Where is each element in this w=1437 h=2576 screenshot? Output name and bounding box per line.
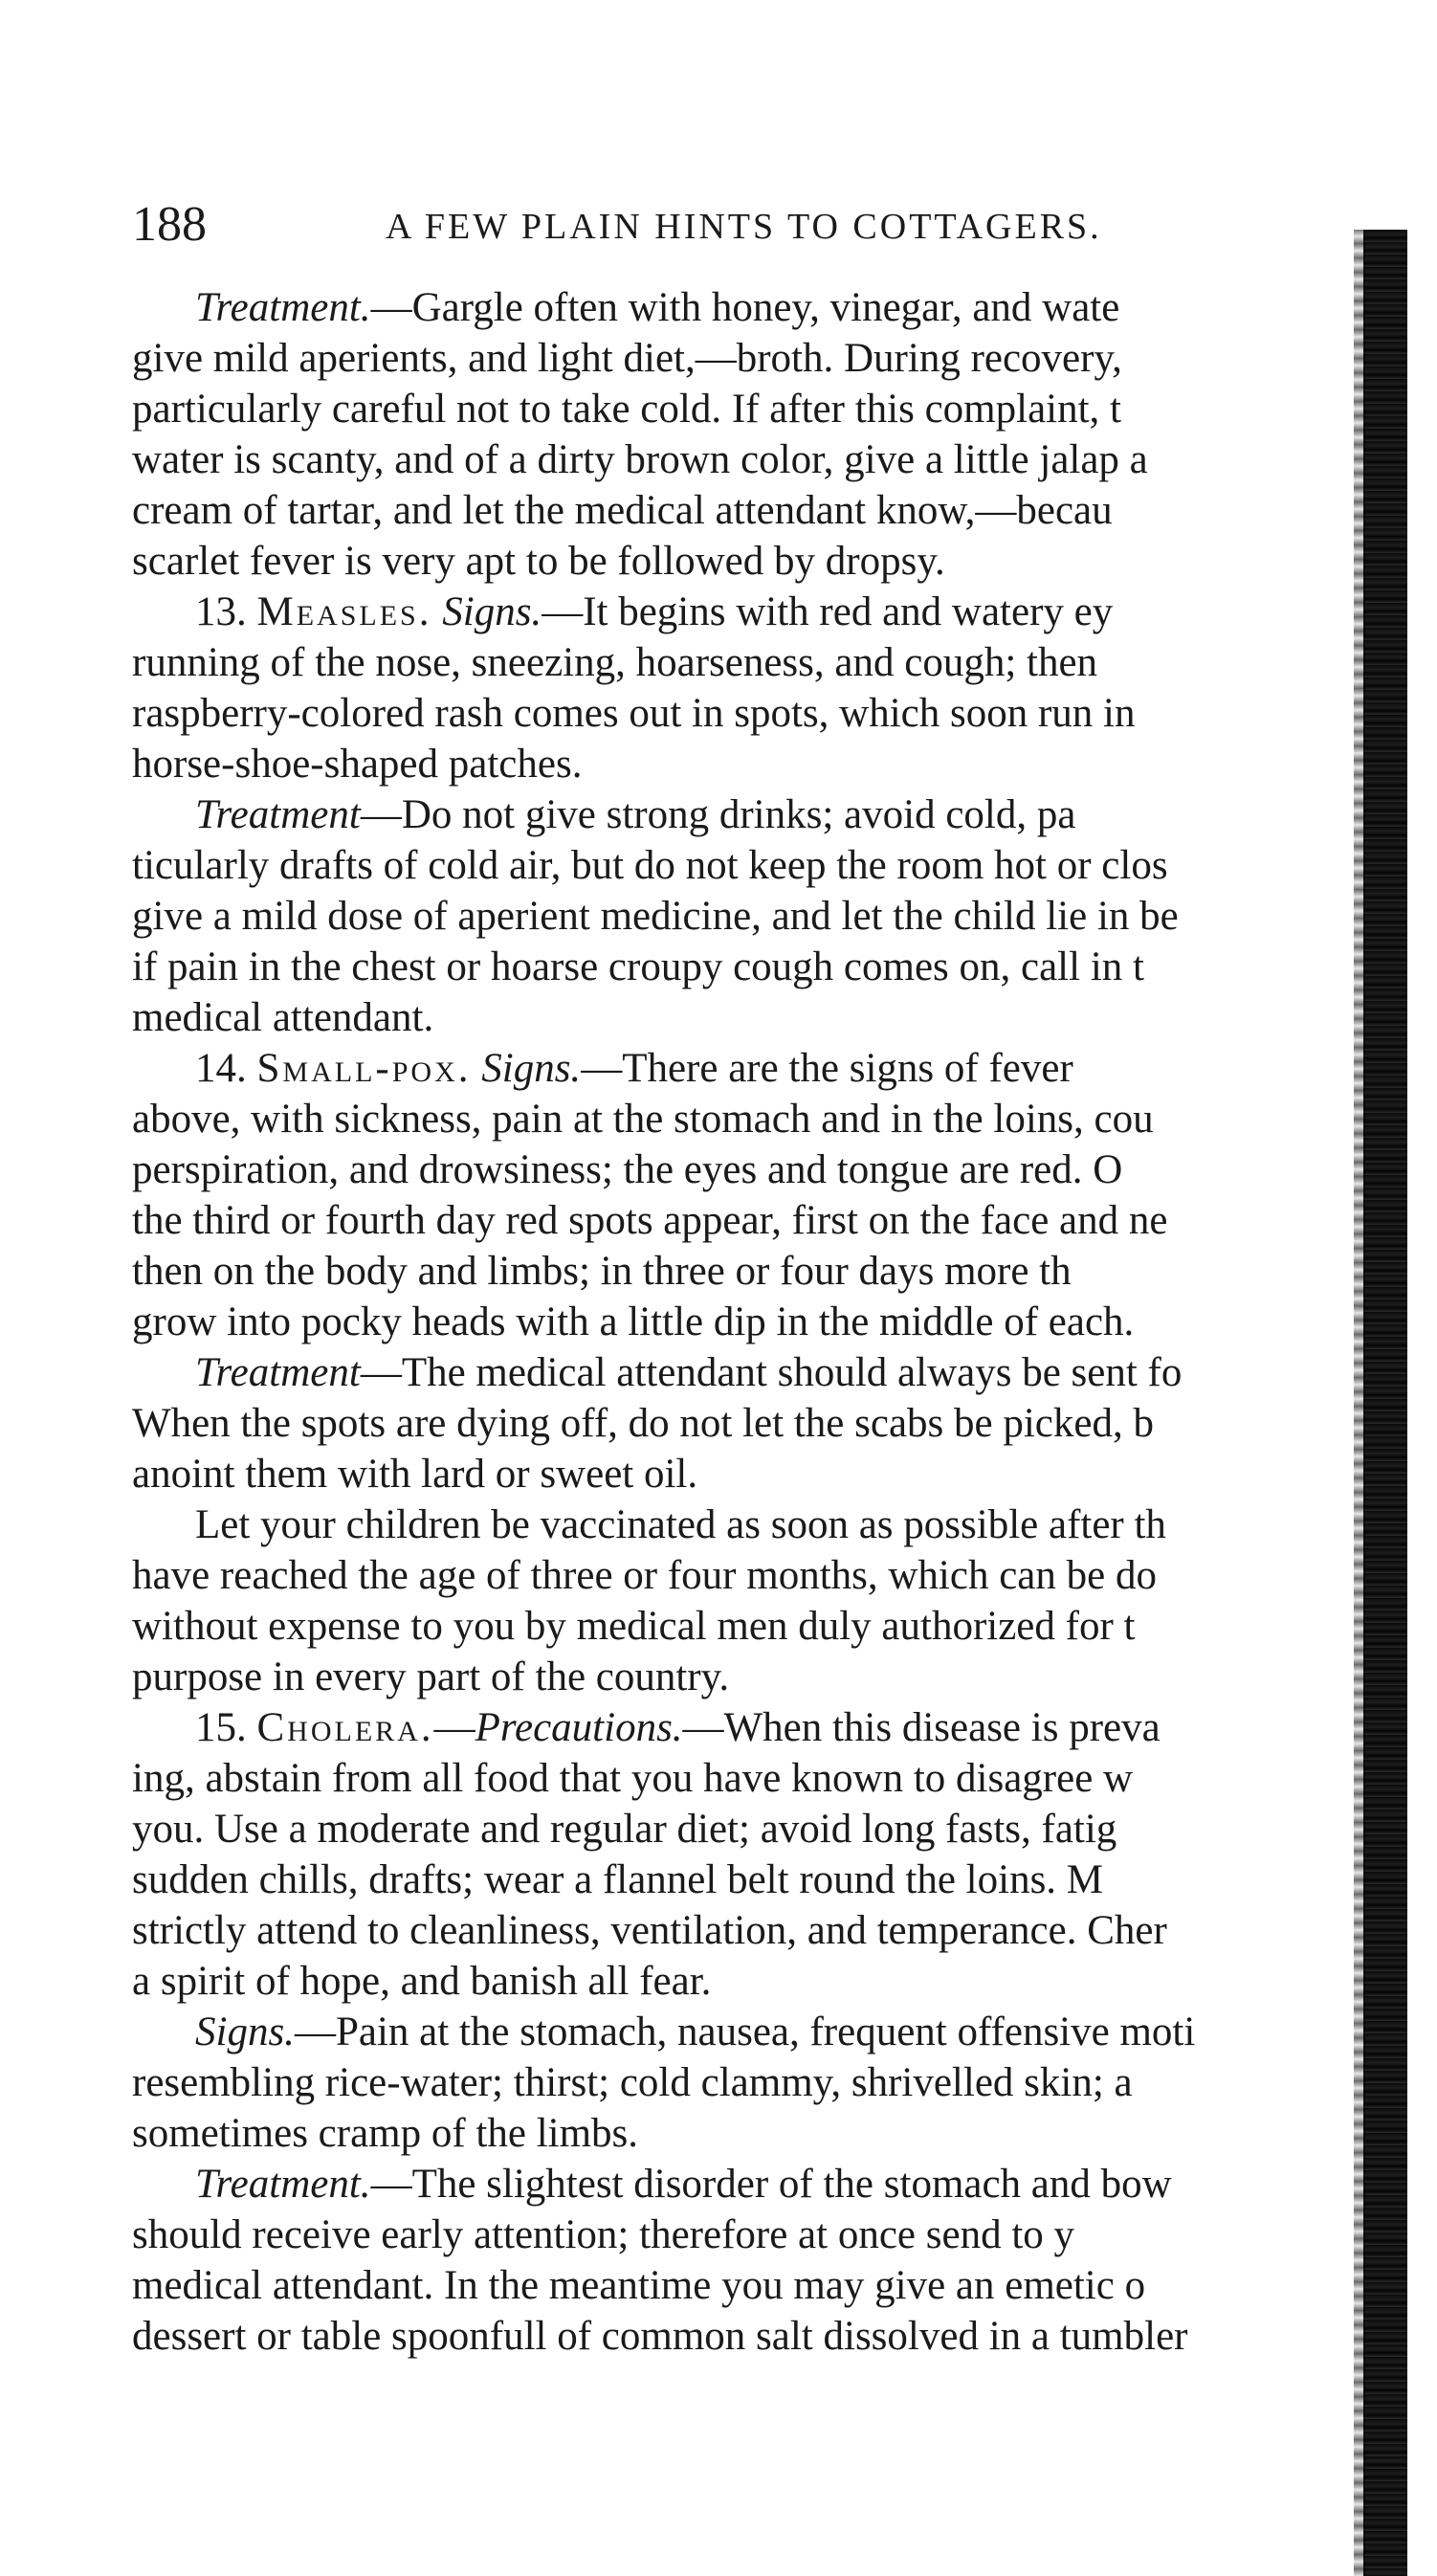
- text-line: [132, 536, 1385, 587]
- text-line: [132, 739, 1385, 789]
- text-run: particularly careful not to take cold. If after this complaint, t: [132, 387, 1121, 432]
- text-line: [132, 1804, 1385, 1854]
- text-line: [132, 2057, 1385, 2108]
- text-run: —There are the signs of fever: [581, 1046, 1073, 1091]
- text-line: [132, 1652, 1385, 1702]
- text-line: [132, 789, 1385, 840]
- text-run: ticularly drafts of cold air, but do not keep the room hot or clos: [132, 843, 1168, 888]
- text-run: Let your children be vaccinated as soon as possible after th: [195, 1502, 1166, 1547]
- text-run: perspiration, and drowsiness; the eyes and tongue are red. O: [132, 1147, 1123, 1192]
- text-run: —When this disease is preva: [682, 1705, 1161, 1750]
- text-run: the third or fourth day red spots appear, first on the face and ne: [132, 1198, 1168, 1243]
- text-run: —Pain at the stomach, nausea, frequent offensive moti: [294, 2010, 1196, 2054]
- small-caps-heading: Cholera.: [256, 1705, 434, 1750]
- text-line: [132, 1246, 1385, 1297]
- text-run: —The medical attendant should always be sent fo: [360, 1350, 1183, 1395]
- text-line: [132, 1550, 1385, 1601]
- text-run: raspberry-colored rash comes out in spots, which soon run in: [132, 691, 1136, 736]
- text-line: [132, 1956, 1385, 2007]
- text-run: scarlet fever is very apt to be followed by dropsy.: [132, 539, 945, 584]
- text-run: medical attendant.: [132, 995, 434, 1040]
- text-line: [132, 1195, 1385, 1246]
- text-line: [132, 891, 1385, 942]
- small-caps-heading: Measles.: [256, 589, 432, 634]
- text-line: [132, 1499, 1385, 1550]
- text-run: anoint them with lard or sweet oil.: [132, 1452, 698, 1497]
- text-run: dessert or table spoonfull of common salt dissolved in a tumbler: [132, 2314, 1188, 2359]
- italic-run: Signs.: [442, 589, 542, 634]
- text-line: [132, 587, 1385, 637]
- text-line: [132, 2210, 1385, 2260]
- italic-run: Treatment.: [195, 2162, 371, 2207]
- running-head: [132, 196, 1376, 254]
- text-line: [132, 637, 1385, 688]
- text-line: [132, 1144, 1385, 1195]
- text-run: running of the nose, sneezing, hoarseness, and cough; then: [132, 640, 1098, 685]
- text-run: strictly attend to cleanliness, ventilation, and temperance. Cher: [132, 1908, 1167, 1953]
- text-run: resembling rice-water; thirst; cold clammy, shrivelled skin; a: [132, 2060, 1133, 2105]
- text-run: above, with sickness, pain at the stomach and in the loins, cou: [132, 1097, 1154, 1142]
- text-run: have reached the age of three or four months, which can be do: [132, 1553, 1157, 1598]
- text-run: you. Use a moderate and regular diet; avoid long fasts, fatig: [132, 1807, 1117, 1852]
- text-line: [132, 1702, 1385, 1753]
- text-line: [132, 992, 1385, 1043]
- text-line: [132, 333, 1385, 384]
- text-line: [132, 1854, 1385, 1905]
- text-line: [132, 434, 1385, 485]
- text-run: ing, abstain from all food that you have known to disagree w: [132, 1756, 1134, 1801]
- text-run: —Gargle often with honey, vinegar, and wate: [370, 285, 1120, 330]
- text-line: [132, 1398, 1385, 1449]
- text-run: give a mild dose of aperient medicine, and let the child lie in be: [132, 894, 1179, 939]
- text-line: [132, 2108, 1385, 2159]
- text-run: without expense to you by medical men duly authorized for t: [132, 1604, 1136, 1649]
- text-run: —Do not give strong drinks; avoid cold, pa: [360, 792, 1076, 837]
- text-run: if pain in the chest or hoarse croupy cough comes on, call in t: [132, 944, 1144, 989]
- text-line: [132, 942, 1385, 992]
- text-line: [132, 2311, 1385, 2362]
- text-run: give mild aperients, and light diet,—broth. During recovery,: [132, 336, 1122, 381]
- italic-run: Treatment: [195, 1350, 361, 1395]
- italic-run: Signs.: [481, 1046, 582, 1091]
- text-run: then on the body and limbs; in three or four days more th: [132, 1249, 1072, 1294]
- text-line: [132, 485, 1385, 536]
- text-line: [132, 1043, 1385, 1094]
- text-line: [132, 688, 1385, 739]
- text-run: should receive early attention; therefore at once send to y: [132, 2212, 1075, 2257]
- text-run: 13.: [195, 589, 257, 634]
- text-run: [432, 589, 443, 634]
- text-run: water is scanty, and of a dirty brown color, give a little jalap a: [132, 437, 1148, 482]
- text-run: —It begins with red and watery ey: [542, 589, 1114, 634]
- text-line: [132, 2260, 1385, 2311]
- text-run: cream of tartar, and let the medical attendant know,—becau: [132, 488, 1113, 533]
- text-run: horse-shoe-shaped patches.: [132, 742, 583, 787]
- italic-run: Precautions.: [475, 1705, 683, 1750]
- text-run: 15.: [195, 1705, 257, 1750]
- text-line: [132, 1347, 1385, 1398]
- text-run: grow into pocky heads with a little dip in the middle of each.: [132, 1299, 1135, 1344]
- italic-run: Signs.: [195, 2010, 295, 2054]
- text-run: sudden chills, drafts; wear a flannel belt round the loins. M: [132, 1857, 1104, 1902]
- text-run: sometimes cramp of the limbs.: [132, 2111, 639, 2156]
- text-run: —: [433, 1705, 475, 1750]
- text-run: When the spots are dying off, do not let the scabs be picked, b: [132, 1401, 1154, 1446]
- text-line: [132, 1905, 1385, 1956]
- italic-run: Treatment: [195, 792, 361, 837]
- text-run: medical attendant. In the meantime you may give an emetic o: [132, 2263, 1146, 2308]
- body-text: [132, 282, 1385, 2362]
- text-run: —The slightest disorder of the stomach and bow: [370, 2162, 1172, 2207]
- text-line: [132, 2007, 1385, 2057]
- text-line: [132, 840, 1385, 891]
- text-run: 14.: [195, 1046, 257, 1091]
- running-title: A FEW PLAIN HINTS TO COTTAGERS.: [386, 207, 1102, 247]
- text-line: [132, 1297, 1385, 1347]
- text-run: a spirit of hope, and banish all fear.: [132, 1959, 712, 2004]
- page-number: 188: [132, 197, 207, 252]
- text-line: [132, 2159, 1385, 2210]
- italic-run: Treatment.: [195, 285, 371, 330]
- text-line: [132, 1601, 1385, 1652]
- text-run: purpose in every part of the country.: [132, 1654, 730, 1699]
- text-run: [472, 1046, 482, 1091]
- binding-shadow: [1363, 230, 1407, 2576]
- small-caps-heading: Small-pox.: [256, 1046, 472, 1091]
- text-line: [132, 1753, 1385, 1804]
- text-line: [132, 384, 1385, 434]
- text-line: [132, 1449, 1385, 1499]
- text-line: [132, 1094, 1385, 1144]
- text-line: [132, 282, 1385, 333]
